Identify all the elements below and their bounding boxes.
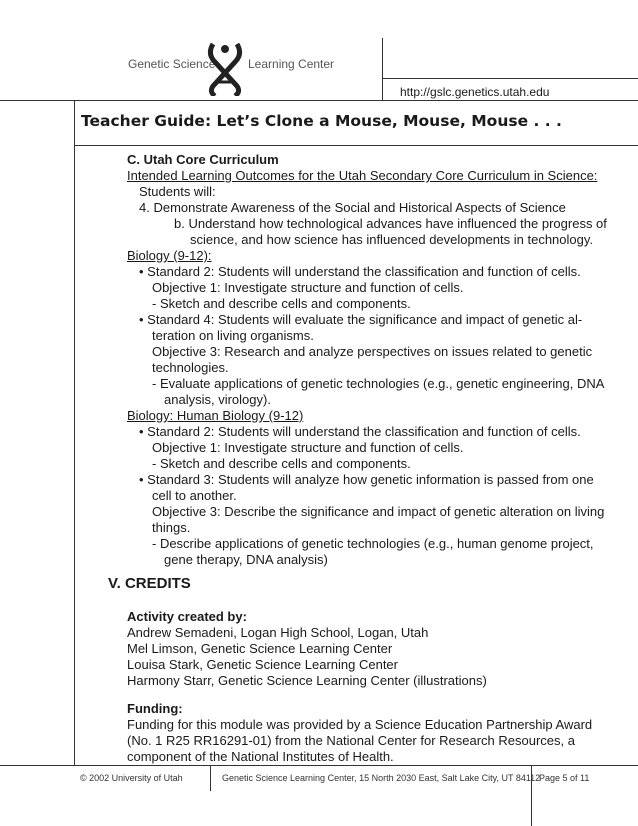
dna-logo-icon xyxy=(203,40,247,96)
body-line: • Standard 4: Students will evaluate the significance and impact of genetic al- xyxy=(139,312,583,327)
body-line: technologies. xyxy=(152,360,229,375)
divider xyxy=(382,78,638,79)
body-line: Objective 1: Investigate structure and function of cells. xyxy=(152,280,464,295)
body-line: analysis, virology). xyxy=(164,392,271,407)
body-line: teration on living organisms. xyxy=(152,328,314,343)
body-line: Objective 3: Describe the significance and impact of genetic alteration on living xyxy=(152,504,605,519)
body-line: Students will: xyxy=(139,184,216,199)
body-line: Biology: Human Biology (9-12) xyxy=(127,408,304,423)
page-title: Teacher Guide: Let’s Clone a Mouse, Mouse, Mouse . . . xyxy=(81,112,562,130)
body-line: b. Understand how technological advances have influenced the progress of xyxy=(174,216,607,231)
funding-text: component of the National Institutes of Health. xyxy=(127,749,394,764)
logo-text-right: Learning Center xyxy=(248,57,335,71)
body-line: 4. Demonstrate Awareness of the Social and Historical Aspects of Science xyxy=(139,200,566,215)
divider xyxy=(210,765,211,791)
divider xyxy=(74,100,75,765)
footer-address: Genetic Science Learning Center, 15 North 2030 East, Salt Lake City, UT 84112 xyxy=(222,773,541,783)
footer-page-number: Page 5 of 11 xyxy=(539,773,590,783)
credit-person: Andrew Semadeni, Logan High School, Logan, Utah xyxy=(127,625,429,640)
body-line: science, and how science has influenced developments in technology. xyxy=(190,232,594,247)
body-line: - Sketch and describe cells and components. xyxy=(152,296,411,311)
divider xyxy=(74,145,638,146)
body-line: things. xyxy=(152,520,191,535)
divider xyxy=(0,100,638,101)
body-line: cell to another. xyxy=(152,488,237,503)
footer-copyright: © 2002 University of Utah xyxy=(80,773,183,783)
body-line: - Describe applications of genetic technologies (e.g., human genome project, xyxy=(152,536,594,551)
funding-text: Funding for this module was provided by a Science Education Partnership Award xyxy=(127,717,593,732)
divider xyxy=(0,765,638,766)
body-line: Objective 3: Research and analyze perspectives on issues related to genetic xyxy=(152,344,593,359)
logo-text-left: Genetic Science xyxy=(128,57,216,71)
body-line: gene therapy, DNA analysis) xyxy=(164,552,328,567)
body-line: - Sketch and describe cells and components. xyxy=(152,456,411,471)
activity-label: Activity created by: xyxy=(127,609,247,624)
funding-text: (No. 1 R25 RR16291-01) from the National Center for Research Resources, a xyxy=(127,733,575,748)
divider xyxy=(382,38,383,101)
body-line: Biology (9-12): xyxy=(127,248,212,263)
credit-person: Louisa Stark, Genetic Science Learning Center xyxy=(127,657,398,672)
body-line: Objective 1: Investigate structure and function of cells. xyxy=(152,440,464,455)
body-line: • Standard 2: Students will understand the classification and function of cells. xyxy=(139,424,581,439)
body-line: • Standard 2: Students will understand the classification and function of cells. xyxy=(139,264,581,279)
body-line: Intended Learning Outcomes for the Utah Secondary Core Curriculum in Science: xyxy=(127,168,598,183)
site-url[interactable]: http://gslc.genetics.utah.edu xyxy=(400,85,550,99)
body-line: C. Utah Core Curriculum xyxy=(127,152,279,167)
credits-heading: V. CREDITS xyxy=(108,575,191,592)
body-line: - Evaluate applications of genetic technologies (e.g., genetic engineering, DNA xyxy=(152,376,605,391)
body-line: • Standard 3: Students will analyze how genetic information is passed from one xyxy=(139,472,594,487)
credit-person: Harmony Starr, Genetic Science Learning Center (illustrations) xyxy=(127,673,487,688)
funding-label: Funding: xyxy=(127,701,183,716)
credit-person: Mel Limson, Genetic Science Learning Center xyxy=(127,641,393,656)
